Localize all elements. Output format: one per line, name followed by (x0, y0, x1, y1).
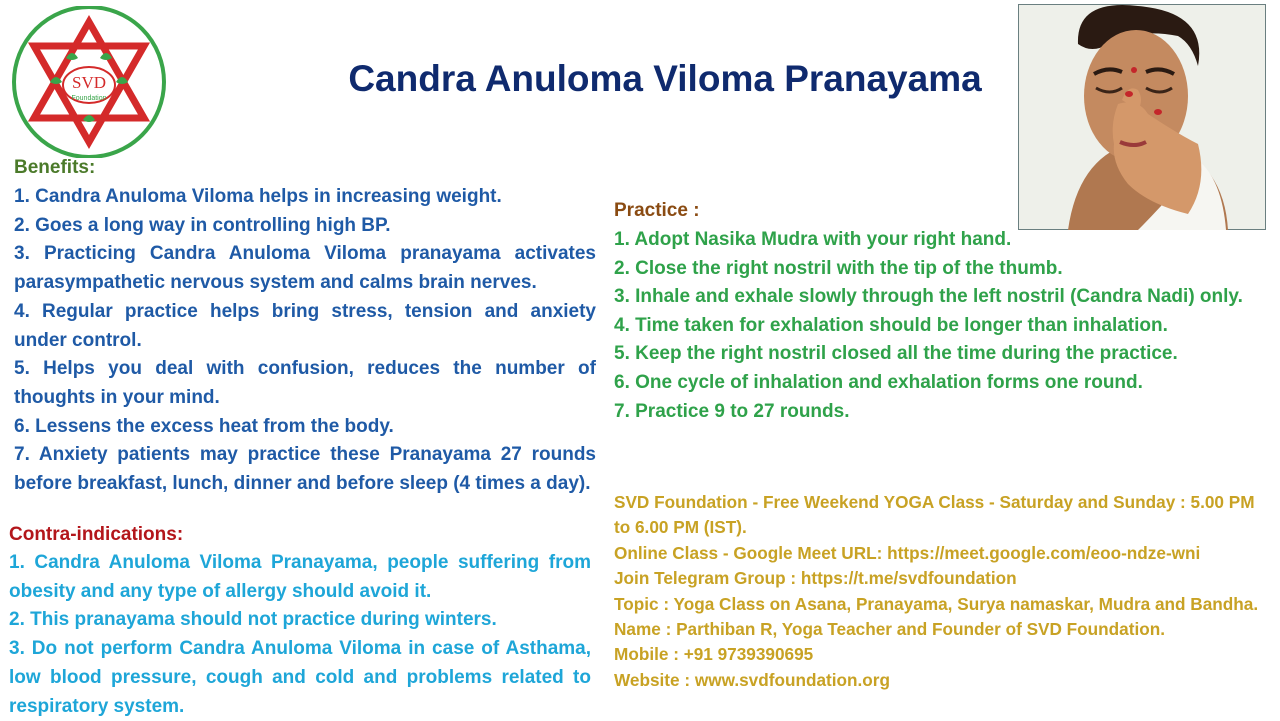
benefit-item: 5. Helps you deal with confusion, reduces the number of thoughts in your mind. (14, 358, 596, 408)
contra-item: 2. This pranayama should not practice during winters. (9, 609, 497, 631)
contra-indications-heading: Contra-indications: (9, 524, 184, 545)
practice-item: 4. Time taken for exhalation should be longer than inhalation. (614, 314, 1168, 336)
practice-item: 2. Close the right nostril with the tip of the thumb. (614, 257, 1063, 279)
practice-item: 1. Adopt Nasika Mudra with your right hand. (614, 229, 1012, 250)
practice-list (614, 226, 1260, 426)
benefit-item: 1. Candra Anuloma Viloma helps in increasing weight. (14, 186, 502, 207)
svd-foundation-logo (10, 6, 168, 158)
benefit-item: 6. Lessens the excess heat from the body. (14, 415, 394, 437)
benefit-item: 2. Goes a long way in controlling high BP. (14, 214, 391, 236)
practice-item: 5. Keep the right nostril closed all the time during the practice. (614, 343, 1178, 365)
benefit-item: 3. Practicing Candra Anuloma Viloma pranayama activates parasympathetic nervous system and calms brain nerves. (14, 243, 596, 294)
benefits-list (14, 183, 596, 499)
contra-item: 1. Candra Anuloma Viloma Pranayama, people suffering from obesity and any type of allergy should avoid it. (9, 552, 591, 602)
info-topic: Topic : Yoga Class on Asana, Pranayama, Surya namaskar, Mudra and Bandha. (614, 593, 1259, 614)
practice-heading: Practice : (614, 200, 700, 221)
info-mobile: Mobile : +91 9739390695 (614, 644, 814, 665)
page-title: Candra Anuloma Viloma Pranayama (348, 58, 982, 99)
logo-text: SVD (71, 73, 107, 92)
info-website: Website : www.svdfoundation.org (614, 669, 890, 690)
benefit-item: 7. Anxiety patients may practice these Pranayama 27 rounds before breakfast, lunch, dinner and before sleep (4 times a day). (14, 444, 596, 495)
info-telegram: Join Telegram Group : https://t.me/svdfoundation (614, 568, 1017, 589)
contra-item: 3. Do not perform Candra Anuloma Viloma in case of Asthama, low blood pressure, cough and cold and problems related to respiratory system. (9, 638, 591, 717)
practice-item: 3. Inhale and exhale slowly through the left nostril (Candra Nadi) only. (614, 286, 1243, 308)
pranayama-illustration (1018, 4, 1266, 230)
benefit-item: 4. Regular practice helps bring stress, tension and anxiety under control. (14, 300, 596, 351)
foundation-info (614, 490, 1274, 693)
benefits-heading: Benefits: (14, 157, 96, 178)
logo-subtext: Foundation (71, 95, 107, 102)
practice-item: 6. One cycle of inhalation and exhalation forms one round. (614, 371, 1143, 393)
contra-indications-list (9, 549, 591, 721)
info-teacher-name: Name : Parthiban R, Yoga Teacher and Founder of SVD Foundation. (614, 619, 1166, 640)
info-class-schedule: SVD Foundation - Free Weekend YOGA Class - Saturday and Sunday : 5.00 PM to 6.00 PM (IST). (614, 492, 1255, 538)
info-meet-url: Online Class - Google Meet URL: https://meet.google.com/eoo-ndze-wni (614, 542, 1201, 563)
practice-item: 7. Practice 9 to 27 rounds. (614, 400, 850, 422)
